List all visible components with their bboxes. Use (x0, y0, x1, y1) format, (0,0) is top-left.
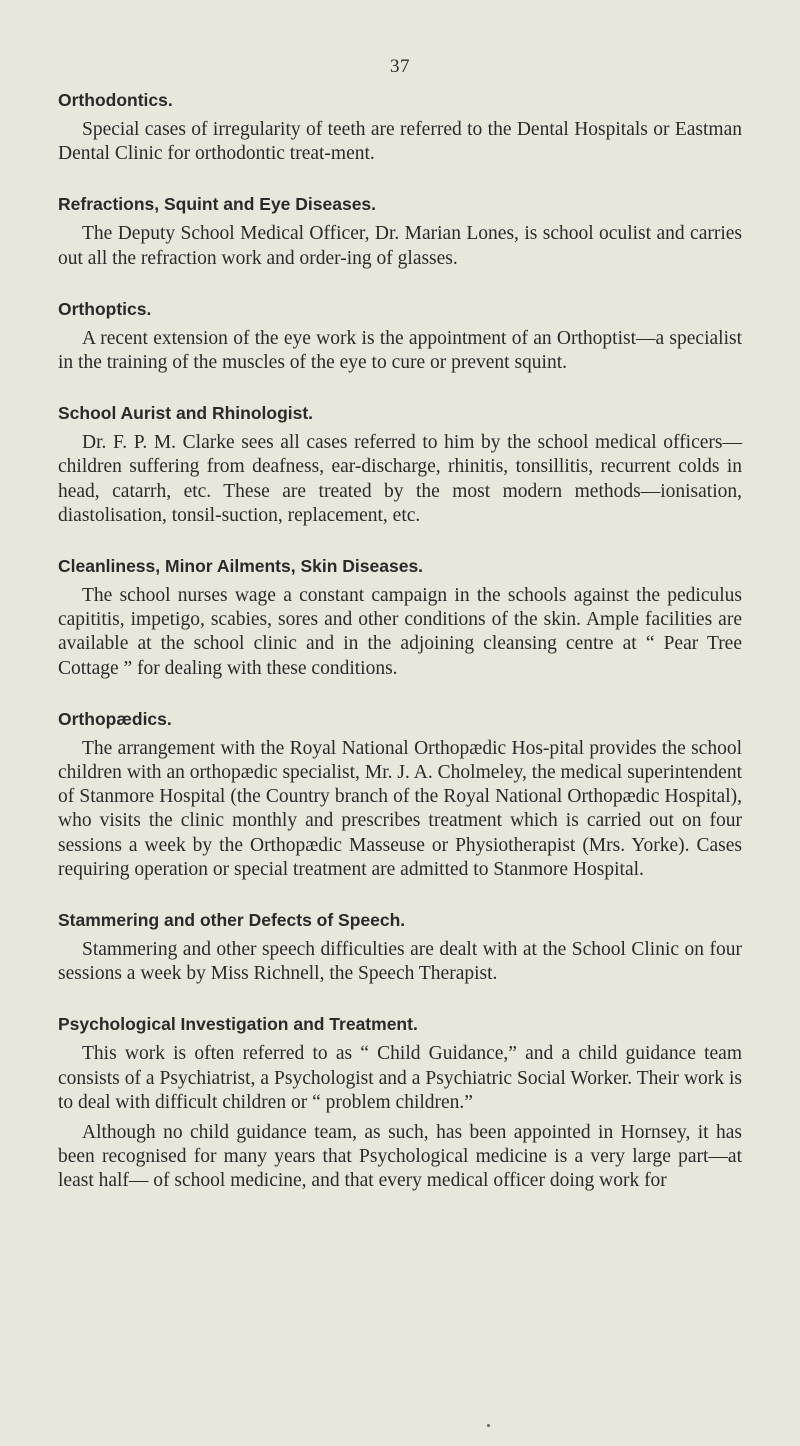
section-aurist (58, 403, 742, 528)
print-speck (487, 1424, 490, 1427)
paragraph: The school nurses wage a constant campaign in the schools against the pediculus capititis, impetigo, scabies, sores and other conditions of the skin. Ample facilities are available at the school clinic and in the adjoining cleansing centre at “ Pear Tree Cottage ” for dealing with these conditions. (58, 585, 742, 679)
section-heading: Orthodontics. (58, 90, 173, 110)
paragraph: Although no child guidance team, as such, has been appointed in Hornsey, it has been recognised for many years that Psychological medicine is a very large part—at least half— of school medicine, and that every medical officer doing work for (58, 1122, 742, 1192)
section-heading: Cleanliness, Minor Ailments, Skin Diseases. (58, 556, 424, 577)
page-number: 37 (390, 56, 410, 77)
section-heading: Stammering and other Defects of Speech. (58, 910, 406, 931)
section-heading: Orthopædics. (58, 708, 172, 729)
document-body (58, 90, 742, 1222)
section-heading: Psychological Investigation and Treatment. (58, 1014, 418, 1035)
paragraph: A recent extension of the eye work is the appointment of an Orthoptist—a specialist in the training of the muscles of the eye to cure or prevent squint. (58, 327, 742, 374)
paragraph: This work is often referred to as “ Child Guidance,” and a child guidance team consists of a Psychiatrist, a Psychologist and a Psychiatric Social Worker. Their work is to deal with difficult children or “ problem children.” (58, 1043, 742, 1113)
paragraph: The arrangement with the Royal National Orthopædic Hos-pital provides the school children with an orthopædic specialist, Mr. J. A. Cholmeley, the medical superintendent of Stanmore Hospital (the Country branch of the Royal National Orthopædic Hospital), who visits the clinic monthly and prescribes treatment which is carried out on four sessions a week by the Orthopædic Masseuse or Physiotherapist (Mrs. Yorke). Cases requiring operation or special treatment are admitted to Stanmore Hospital. (58, 737, 742, 880)
section-heading: Orthoptics. (58, 298, 152, 319)
section-cleanliness (58, 556, 742, 681)
section-stammering (58, 910, 742, 986)
section-orthopaedics (58, 709, 742, 882)
section-orthodontics (58, 90, 742, 166)
paragraph: Special cases of irregularity of teeth are referred to the Dental Hospitals or Eastman Dental Clinic for orthodontic treat-ment. (58, 119, 742, 165)
section-heading: School Aurist and Rhinologist. (58, 403, 314, 424)
section-orthoptics (58, 299, 742, 375)
paragraph: Stammering and other speech difficulties are dealt with at the School Clinic on four sessions a week by Miss Richnell, the Speech Therapist. (58, 939, 742, 985)
paragraph: The Deputy School Medical Officer, Dr. Marian Lones, is school oculist and carries out all the refraction work and order-ing of glasses. (58, 223, 742, 269)
section-refractions (58, 194, 742, 270)
section-heading: Refractions, Squint and Eye Diseases. (58, 194, 377, 215)
paragraph: Dr. F. P. M. Clarke sees all cases referred to him by the school medical officers—children suffering from deafness, ear-discharge, rhinitis, tonsillitis, recurrent colds in head, catarrh, etc. These are treated by the most modern methods—ionisation, diastolisation, tonsil-suction, replacement, etc. (58, 432, 742, 526)
section-psychological (58, 1014, 742, 1193)
